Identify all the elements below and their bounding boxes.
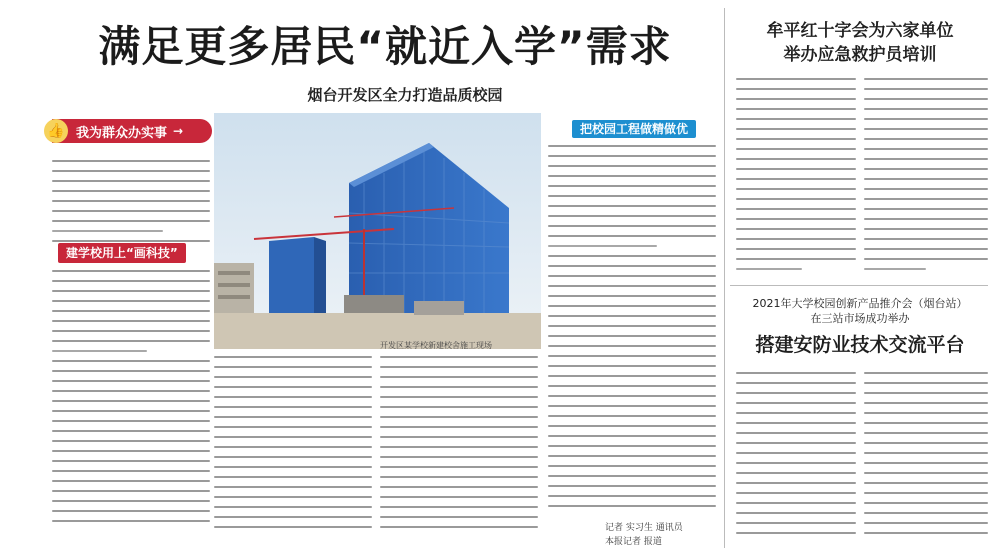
arrow-right-icon: → xyxy=(173,124,184,138)
right-top-headline-1: 牟平红十字会为六家单位 xyxy=(766,21,954,41)
banner-serve-people xyxy=(47,119,212,143)
right-bottom-kicker-2: 在三站市场成功举办 xyxy=(810,312,910,325)
article-column-4 xyxy=(548,145,716,515)
main-subheadline: 烟台开发区全力打造品质校园 xyxy=(307,86,503,104)
main-headline: 满足更多居民“就近入学”需求 xyxy=(98,22,672,71)
photo-caption: 开发区某学校新建校舍施工现场 xyxy=(380,341,492,350)
article-column-2 xyxy=(214,356,372,546)
main-byline-1: 记者 实习生 通讯员 xyxy=(605,523,683,533)
article-column-1b xyxy=(52,270,210,545)
right-bottom-headline: 搭建安防业技术交流平台 xyxy=(755,334,965,356)
section-label-quality: 把校园工程做精做优 xyxy=(572,120,696,138)
right-margin xyxy=(990,0,1000,550)
column-divider xyxy=(724,8,725,548)
section-label-tech: 建学校用上“画科技” xyxy=(58,243,186,263)
left-margin xyxy=(0,0,32,550)
article-column-3 xyxy=(380,356,538,546)
right-top-headline-2: 举办应急救护员培训 xyxy=(783,45,937,65)
article-column-1 xyxy=(52,160,210,245)
right-bottom-column-a xyxy=(736,372,856,547)
banner-label: 我为群众办实事 xyxy=(76,125,168,141)
right-top-column-a xyxy=(736,78,856,278)
main-byline-2: 本报记者 报道 xyxy=(605,537,662,547)
right-bottom-kicker-1: 2021年大学校园创新产品推介会（烟台站） xyxy=(752,297,968,310)
right-section-divider xyxy=(730,285,988,286)
right-bottom-column-b xyxy=(864,372,988,547)
thumbs-up-icon: 👍 xyxy=(44,119,68,143)
construction-photo xyxy=(214,113,541,349)
right-top-column-b xyxy=(864,78,988,278)
